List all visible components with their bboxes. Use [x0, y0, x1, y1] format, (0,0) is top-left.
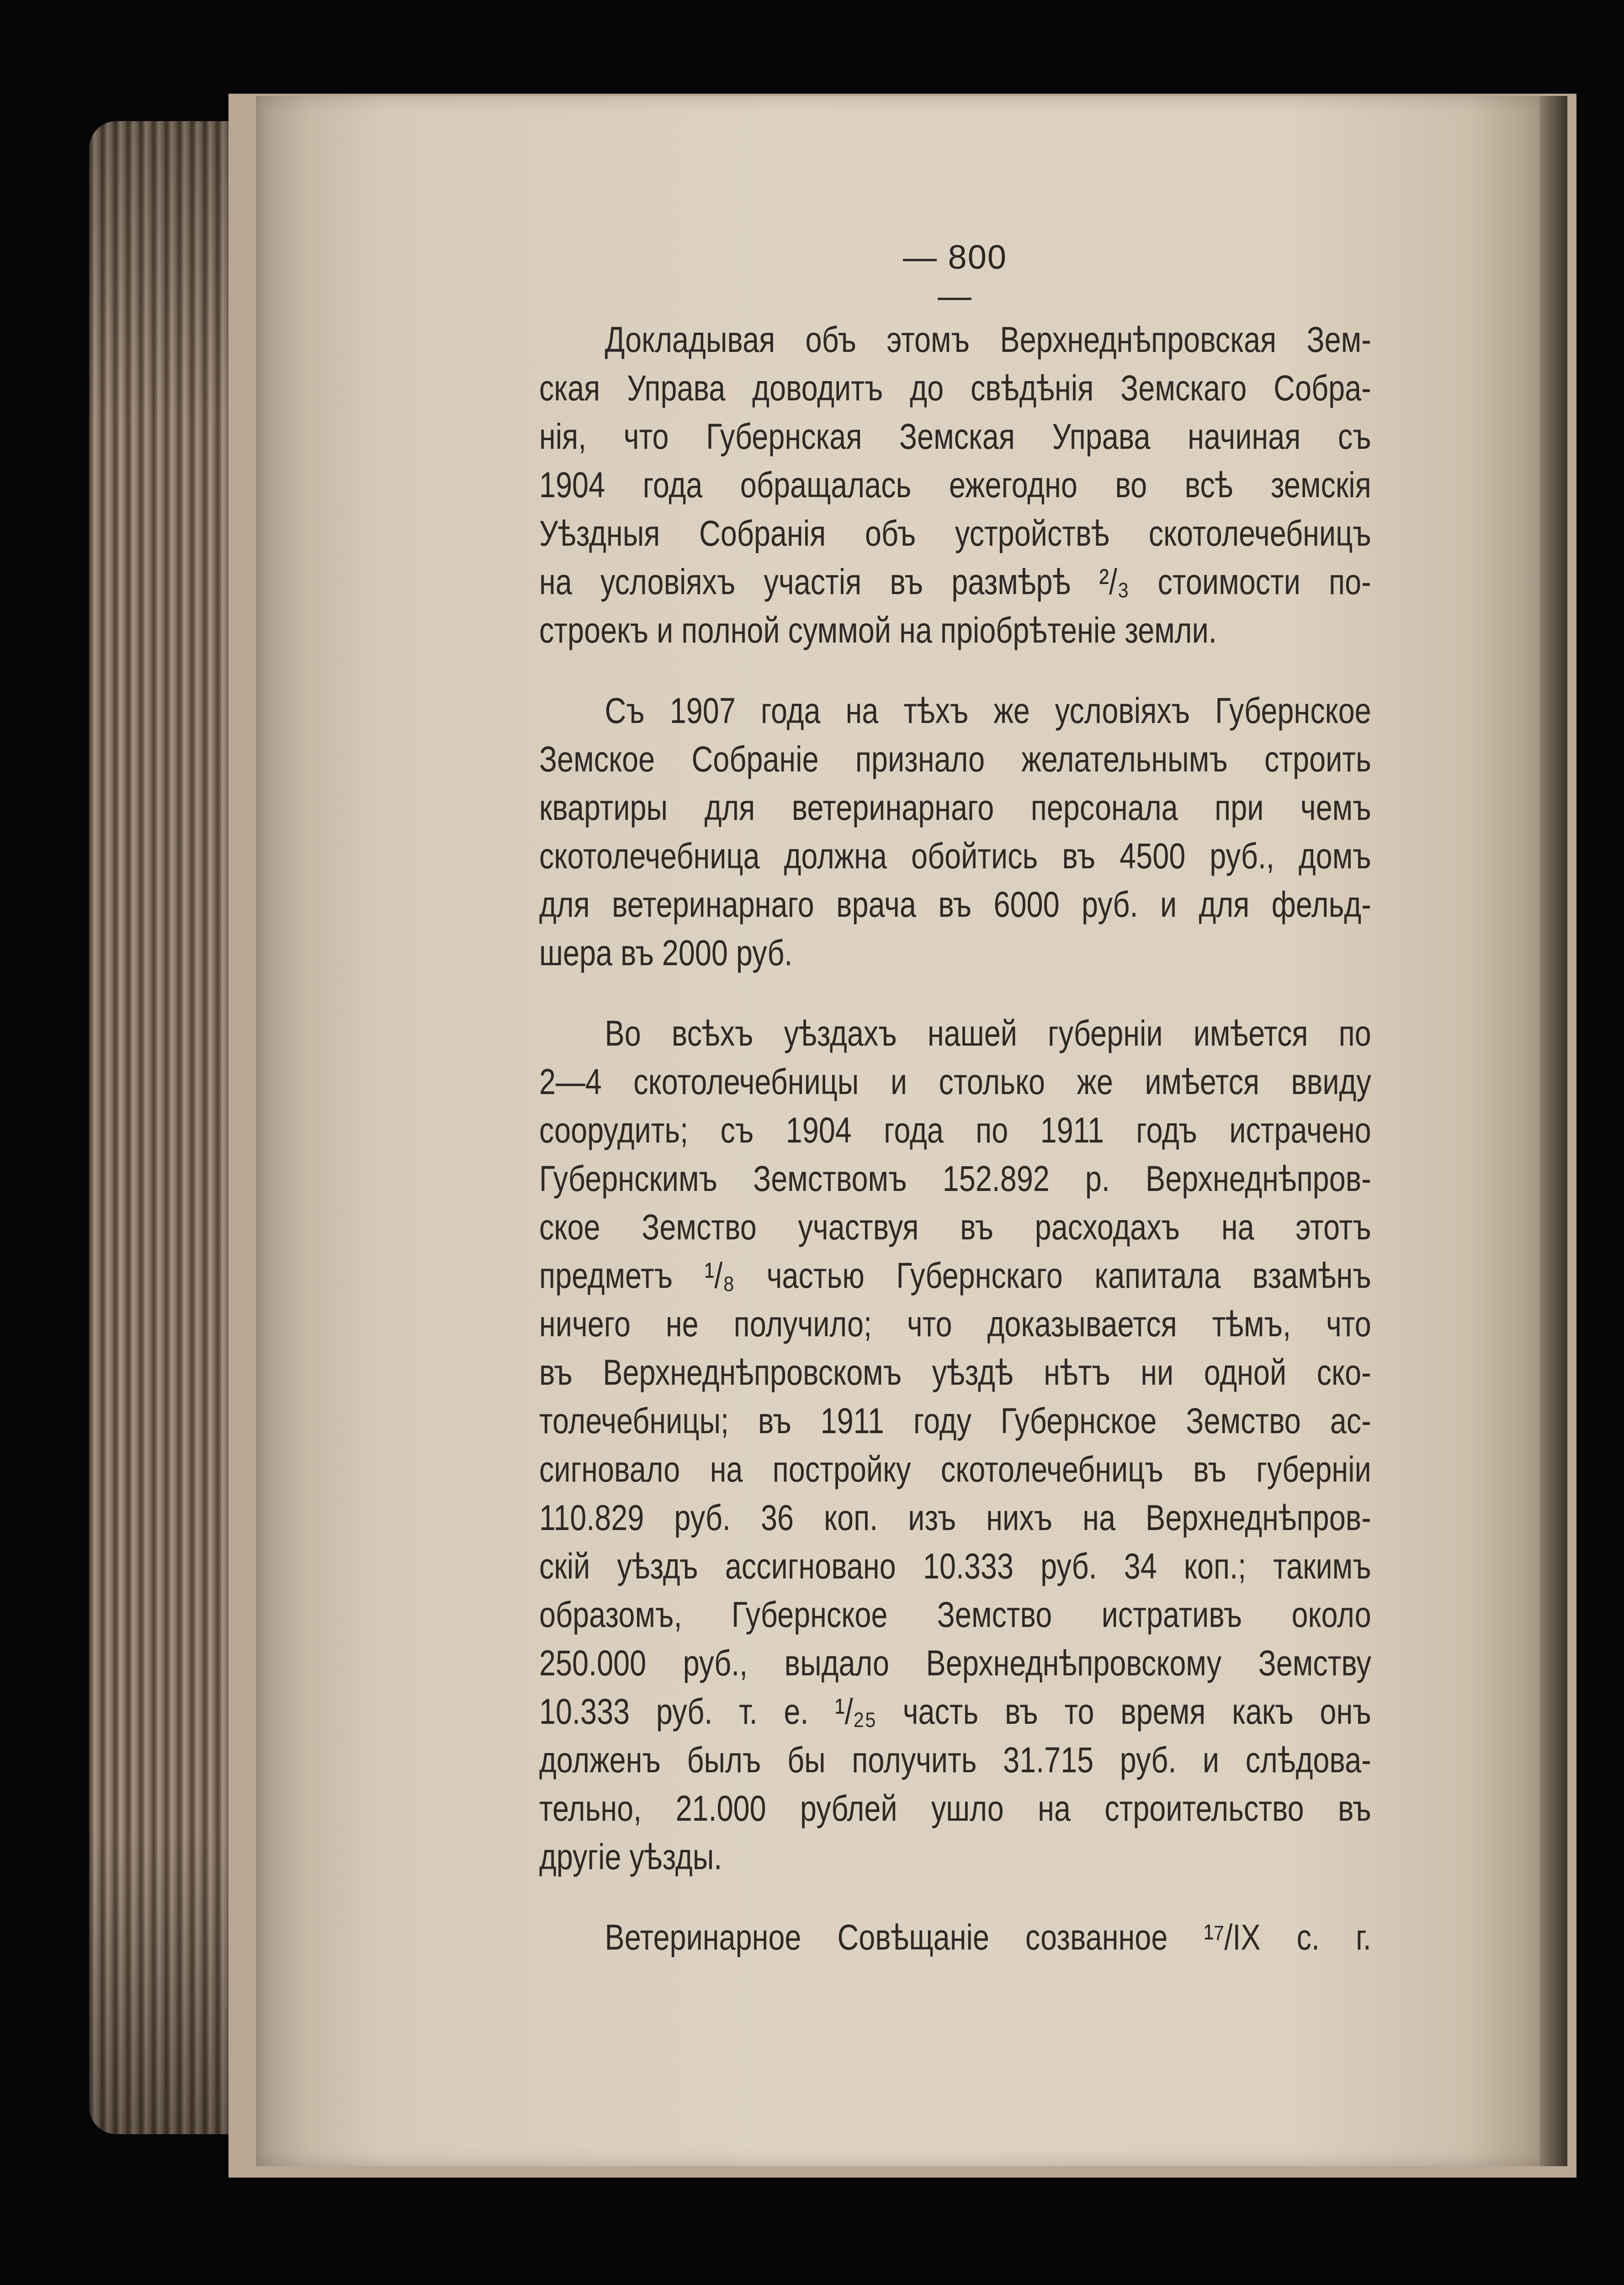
text-line: строекъ и полной суммой на пріобрѣтеніе земли. — [539, 610, 1217, 650]
text-line: въ Верхнеднѣпровскомъ уѣздѣ нѣтъ ни одной ско- — [539, 1352, 1371, 1392]
text-line: ничего не получило; что доказывается тѣмъ, что — [539, 1303, 1371, 1344]
paragraph-4 — [539, 1913, 1371, 1961]
text-line: долженъ былъ бы получить 31.715 руб. и слѣдова- — [539, 1739, 1371, 1780]
page-right-edge — [1540, 96, 1567, 2166]
paragraph-3 — [539, 1009, 1371, 1881]
text-line: Губернскимъ Земствомъ 152.892 р. Верхнеднѣпров- — [539, 1158, 1371, 1199]
text-line: сигновало на постройку скотолечебницъ въ губерніи — [539, 1449, 1371, 1489]
text-line: 110.829 руб. 36 коп. изъ нихъ на Верхнеднѣпров- — [539, 1497, 1371, 1538]
text-line: шера въ 2000 руб. — [539, 932, 793, 973]
text-line: 1904 года обращалась ежегодно во всѣ земскія — [539, 464, 1371, 505]
text-line: Уѣздныя Собранія объ устройствѣ скотолечебницъ — [539, 513, 1371, 553]
text-line: на условіяхъ участія въ размѣрѣ ²/₃ стоимости по- — [539, 561, 1371, 602]
text-line: тельно, 21.000 рублей ушло на строительство въ — [539, 1788, 1371, 1828]
text-line: толечебницы; въ 1911 году Губернское Земство ас- — [539, 1400, 1371, 1441]
text-line: для ветеринарнаго врача въ 6000 руб. и для фельд- — [539, 884, 1371, 925]
text-line: ская Управа доводитъ до свѣдѣнія Земскаго Собра- — [539, 367, 1371, 408]
text-line: другіе уѣзды. — [539, 1836, 722, 1877]
text-line: 250.000 руб., выдало Верхнеднѣпровскому Земству — [539, 1642, 1371, 1683]
text-line: предметъ ¹/₈ частью Губернскаго капитала взамѣнъ — [539, 1255, 1371, 1296]
text-line: образомъ, Губернское Земство истративъ около — [539, 1594, 1371, 1635]
text-line: Ветеринарное Совѣщаніе созванное ¹⁷/IX с. г. — [605, 1917, 1371, 1957]
paragraph-2 — [539, 686, 1371, 977]
text-line: ское Земство участвуя въ расходахъ на этотъ — [539, 1206, 1371, 1247]
text-line: 2—4 скотолечебницы и столько же имѣется ввиду — [539, 1061, 1371, 1102]
page-text — [539, 315, 1371, 1961]
text-line: нія, что Губернская Земская Управа начиная съ — [539, 416, 1371, 457]
text-line: скій уѣздъ ассигновано 10.333 руб. 34 коп.; такимъ — [539, 1546, 1371, 1586]
paragraph-1 — [539, 315, 1371, 654]
text-line: Во всѣхъ уѣздахъ нашей губерніи имѣется по — [605, 1013, 1371, 1053]
text-line: квартиры для ветеринарнаго персонала при чемъ — [539, 787, 1371, 828]
text-line: соорудить; съ 1904 года по 1911 годъ истрачено — [539, 1110, 1371, 1150]
page-number: — 800 — — [902, 238, 1008, 315]
text-line: Съ 1907 года на тѣхъ же условіяхъ Губернское — [605, 690, 1371, 731]
text-line: Докладывая объ этомъ Верхнеднѣпровская Зем- — [605, 319, 1371, 360]
text-line: Земское Собраніе признало желательнымъ строить — [539, 739, 1371, 779]
text-line: 10.333 руб. т. е. ¹/₂₅ часть въ то время какъ онъ — [539, 1691, 1371, 1732]
text-line: скотолечебница должна обойтись въ 4500 руб., домъ — [539, 835, 1371, 876]
